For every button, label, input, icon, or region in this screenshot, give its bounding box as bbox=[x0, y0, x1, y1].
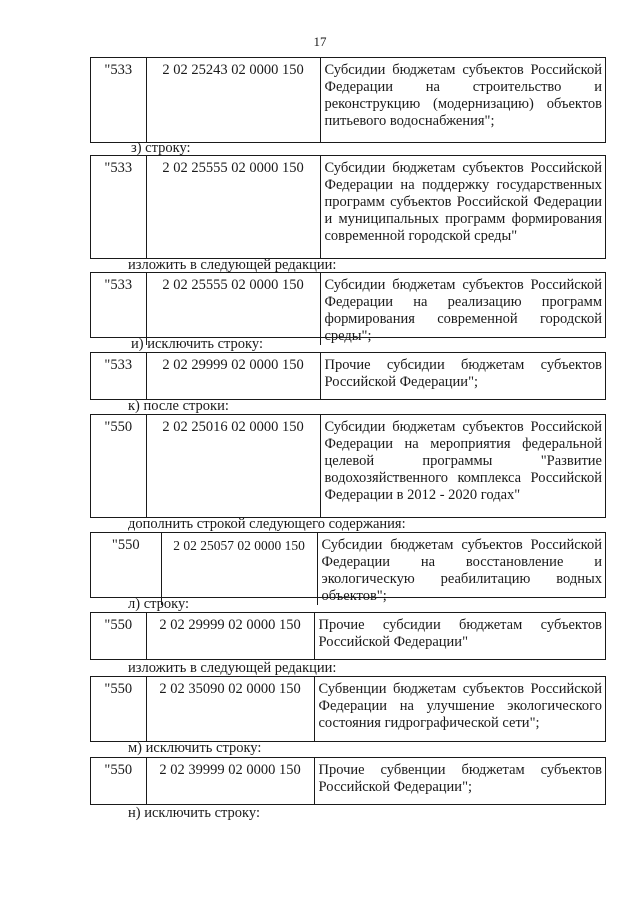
row-code: "533 bbox=[104, 357, 133, 373]
row-code: "550 bbox=[104, 681, 133, 697]
row-code: "550 bbox=[111, 537, 140, 553]
table-row bbox=[90, 757, 606, 805]
row-code: "550 bbox=[104, 617, 133, 633]
row-code: "533 bbox=[104, 62, 133, 78]
page-number: 17 bbox=[313, 34, 327, 49]
instruction-m: м) исключить строку: bbox=[128, 740, 262, 756]
instruction-l: л) строку: bbox=[128, 596, 190, 612]
table-row bbox=[90, 414, 606, 518]
table-row bbox=[90, 612, 606, 660]
row-kbk: 2 02 35090 02 0000 150 bbox=[146, 677, 314, 741]
row-kbk: 2 02 25243 02 0000 150 bbox=[146, 58, 320, 142]
row-kbk: 2 02 25555 02 0000 150 bbox=[146, 156, 320, 258]
row-description: Субсидии бюджетам субъектов Российской Федерации на мероприятия федеральной целевой программы "Развитие водохозяйственного комплекса Российской Федерации в 2012 - 2020 годах" bbox=[320, 415, 605, 517]
row-description: Прочие субсидии бюджетам субъектов Российской Федерации" bbox=[314, 613, 605, 659]
instruction-i: и) исключить строку: bbox=[131, 336, 263, 352]
table-row bbox=[90, 352, 606, 400]
row-description: Прочие субсидии бюджетам субъектов Российской Федерации"; bbox=[320, 353, 605, 399]
row-kbk: 2 02 25555 02 0000 150 bbox=[146, 273, 320, 345]
table-row bbox=[90, 57, 606, 143]
instruction-add: дополнить строкой следующего содержания: bbox=[128, 516, 406, 532]
row-code: "533 bbox=[104, 160, 133, 176]
row-kbk: 2 02 25016 02 0000 150 bbox=[146, 415, 320, 517]
row-description: Субсидии бюджетам субъектов Российской Федерации на восстановление и экологическую реабилитацию водных объектов"; bbox=[317, 533, 605, 605]
instruction-redaction: изложить в следующей редакции: bbox=[128, 257, 337, 273]
instruction-k: к) после строки: bbox=[128, 398, 229, 414]
row-kbk: 2 02 29999 02 0000 150 bbox=[146, 613, 314, 659]
table-row bbox=[90, 676, 606, 742]
row-description: Субсидии бюджетам субъектов Российской Федерации на поддержку государственных программ субъектов Российской Федерации и муниципальных программ формирования современной городской среды" bbox=[320, 156, 605, 258]
row-code: "550 bbox=[104, 762, 133, 778]
instruction-redaction-2: изложить в следующей редакции: bbox=[128, 660, 337, 676]
instruction-n: н) исключить строку: bbox=[128, 805, 260, 821]
table-row bbox=[90, 155, 606, 259]
row-description: Прочие субвенции бюджетам субъектов Российской Федерации"; bbox=[314, 758, 605, 804]
row-description: Субсидии бюджетам субъектов Российской Федерации на строительство и реконструкцию (модернизацию) объектов питьевого водоснабжения"; bbox=[320, 58, 605, 142]
row-kbk: 2 02 29999 02 0000 150 bbox=[146, 353, 320, 399]
row-description: Субвенции бюджетам субъектов Российской Федерации на улучшение экологического состояния гидрографической сети"; bbox=[314, 677, 605, 741]
row-kbk: 2 02 25057 02 0000 150 bbox=[161, 533, 317, 605]
row-kbk: 2 02 39999 02 0000 150 bbox=[146, 758, 314, 804]
instruction-z: з) строку: bbox=[131, 140, 191, 156]
row-code: "550 bbox=[104, 419, 133, 435]
row-code: "533 bbox=[104, 277, 133, 293]
row-description: Субсидии бюджетам субъектов Российской Федерации на реализацию программ формирования современной городской среды"; bbox=[320, 273, 605, 345]
